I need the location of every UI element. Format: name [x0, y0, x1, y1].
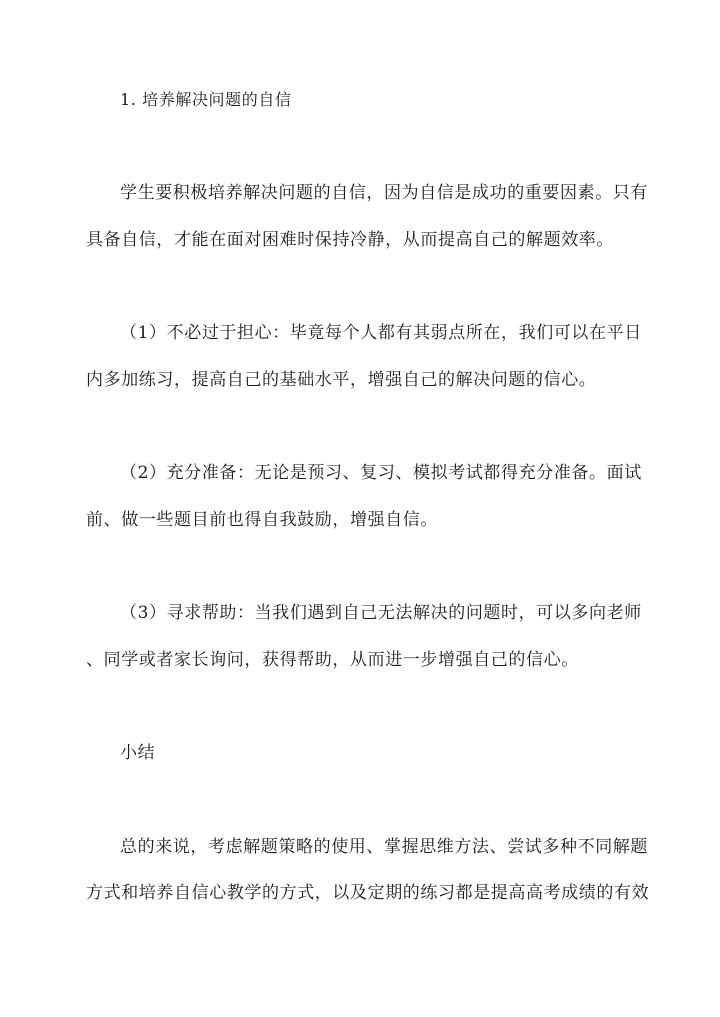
summary-line-2: 方式和培养自信心教学的方式，以及定期的练习都是提高高考成绩的有效	[86, 883, 650, 903]
summary-line-1: 总的来说，考虑解题策略的使用、掌握思维方法、尝试多种不同解题	[120, 837, 648, 857]
summary-title: 小结	[120, 743, 156, 763]
paragraph-4-line-1: （3）寻求帮助：当我们遇到自己无法解决的问题时，可以多向老师	[120, 603, 642, 623]
section-heading: 1. 培养解决问题的自信	[120, 90, 292, 109]
paragraph-4-line-2: 、同学或者家长询问，获得帮助，从而进一步增强自己的信心。	[86, 650, 579, 670]
paragraph-2-line-1: （1）不必过于担心：毕竟每个人都有其弱点所在，我们可以在平日	[120, 323, 642, 343]
paragraph-1-line-1: 学生要积极培养解决问题的自信，因为自信是成功的重要因素。只有	[120, 183, 648, 203]
paragraph-1-line-2: 具备自信，才能在面对困难时保持冷静，从而提高自己的解题效率。	[86, 230, 614, 250]
paragraph-2-line-2: 内多加练习，提高自己的基础水平，增强自己的解决问题的信心。	[86, 370, 597, 390]
paragraph-3-line-1: （2）充分准备：无论是预习、复习、模拟考试都得充分准备。面试	[120, 463, 642, 483]
paragraph-3-line-2: 前、做一些题目前也得自我鼓励，增强自信。	[86, 510, 438, 530]
